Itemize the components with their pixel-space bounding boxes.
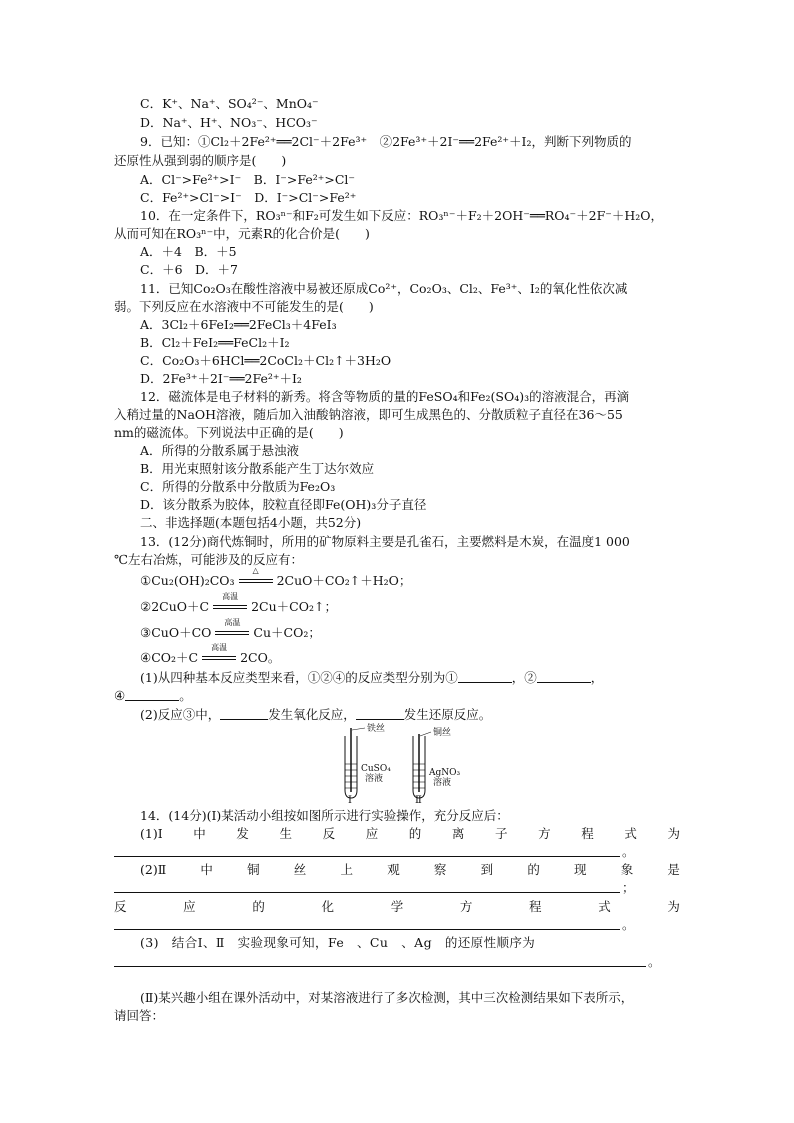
q14-q2b-word: 为 xyxy=(667,899,680,914)
question-14-q1 xyxy=(140,826,680,842)
q14-q1-word: (1)Ⅰ xyxy=(140,826,163,841)
answer-blank[interactable] xyxy=(537,670,591,683)
question-14-intro: 14．(14分)(Ⅰ)某活动小组按如图所示进行实验操作，充分反应后： xyxy=(140,808,509,823)
question-13-part1 xyxy=(140,670,603,686)
q14-q2-word: 铜 xyxy=(247,862,260,877)
question-12-option-a: A．所得的分散系属于悬浊液 xyxy=(140,443,300,458)
question-13-part2 xyxy=(140,707,491,723)
question-12-option-b: B．用光束照射该分散系能产生丁达尔效应 xyxy=(140,461,375,476)
q14-q1-word: 应 xyxy=(365,826,379,841)
question-9-options-cd: C．Fe²⁺>Cl⁻>I⁻ D．I⁻>Cl⁻>Fe²⁺ xyxy=(140,190,357,205)
q14-q2b-word: 的 xyxy=(252,899,265,914)
q13-p1-comma: ， xyxy=(590,670,604,685)
reaction-1-condition: △ xyxy=(252,566,259,575)
equals-arrow xyxy=(239,566,273,587)
section-heading: 二、非选择题(本题包括4小题，共52分) xyxy=(140,515,362,530)
question-13-part1-cont xyxy=(114,688,192,704)
reaction-3 xyxy=(140,618,321,641)
question-14-q3: (3) 结合Ⅰ、Ⅱ 实验现象可知，Fe 、Cu 、Ag 的还原性顺序为 xyxy=(140,935,536,950)
period-mark: 。 xyxy=(648,954,661,969)
option-d-ions: D．Na⁺、H⁺、NO₃⁻、HCO₃⁻ xyxy=(140,115,318,130)
answer-blank[interactable] xyxy=(356,707,404,720)
question-11-option-d: D．2Fe³⁺＋2I⁻══2Fe²⁺＋I₂ xyxy=(140,371,302,386)
answer-blank[interactable] xyxy=(125,688,179,701)
question-9-options-ab: A．Cl⁻>Fe²⁺>I⁻ B．I⁻>Fe²⁺>Cl⁻ xyxy=(140,172,355,187)
q14-q1-word: 发 xyxy=(236,826,249,841)
reaction-4 xyxy=(140,643,281,666)
q14-q2-word: 丝 xyxy=(293,862,307,877)
q13-p2-mid: 发生氧化反应， xyxy=(268,707,356,722)
question-9-stem-cont: 还原性从强到弱的顺序是( ) xyxy=(114,153,287,168)
question-11-option-c: C．Co₂O₃＋6HCl══2CoCl₂＋Cl₂↑＋3H₂O xyxy=(140,353,392,368)
q14-q2-word: 上 xyxy=(340,862,354,877)
reaction-4-right: 2CO。 xyxy=(240,650,281,665)
answer-line[interactable] xyxy=(114,892,620,893)
q13-p1-end: 。 xyxy=(179,688,192,703)
reaction-1 xyxy=(140,566,412,589)
reaction-4-left: ④CO₂＋C xyxy=(140,650,199,665)
q14-q2b-word: 学 xyxy=(390,899,404,914)
q14-q2b-word: 式 xyxy=(598,899,611,914)
test-tube-figure xyxy=(335,724,475,804)
question-11-stem: 11．已知Co₂O₃在酸性溶液中易被还原成Co²⁺，Co₂O₃、Cl₂、Fe³⁺、I₂的氧化性依次减 xyxy=(140,281,628,296)
q13-p1-label4: ④ xyxy=(114,688,126,703)
equals-arrow xyxy=(215,618,249,639)
semicolon-mark: ； xyxy=(622,880,635,895)
q14-q2-word: 到 xyxy=(480,862,494,877)
wire-1-label: 铁丝 xyxy=(367,724,386,734)
equals-arrow xyxy=(202,643,236,664)
q14-q2-word: 现 xyxy=(574,862,587,877)
question-12-option-d: D．该分散系为胶体，胶粒直径即Fe(OH)₃分子直径 xyxy=(140,497,427,512)
question-11-option-a: A．3Cl₂＋6FeI₂══2FeCl₃＋4FeI₃ xyxy=(140,317,337,332)
q14-q2-word: 象 xyxy=(620,862,634,877)
period-mark: 。 xyxy=(622,844,635,859)
question-9-stem: 9．已知：①Cl₂＋2Fe²⁺══2Cl⁻＋2Fe³⁺ ②2Fe³⁺＋2I⁻══2Fe²⁺＋I₂，判断下列物质的 xyxy=(140,134,632,149)
tube-2-label: Ⅱ xyxy=(415,795,422,806)
q14-q1-word: 为 xyxy=(667,826,680,841)
question-11-option-b: B．Cl₂＋FeI₂══FeCl₂＋I₂ xyxy=(140,335,290,350)
q14-q2b-word: 反 xyxy=(114,899,127,914)
question-13-stem: 13．(12分)商代炼铜时，所用的矿物原料主要是孔雀石，主要燃料是木炭，在温度1 000 xyxy=(140,534,630,549)
question-10-stem-cont: 从而可知在RO₃ⁿ⁻中，元素R的化合价是( ) xyxy=(114,226,370,241)
q14-q1-word: 生 xyxy=(279,826,292,841)
answer-blank[interactable] xyxy=(220,707,268,720)
question-14-q2b xyxy=(114,899,680,915)
question-13-stem-cont: ℃左右冶炼，可能涉及的反应有： xyxy=(114,552,303,567)
tube-1-label: Ⅰ xyxy=(348,795,352,806)
reaction-3-right: Cu＋CO₂； xyxy=(253,625,321,640)
reaction-2-condition: 高温 xyxy=(222,592,239,601)
reaction-1-right: 2CuO＋CO₂↑＋H₂O； xyxy=(276,573,412,588)
solution-1-label: 溶液 xyxy=(365,774,384,784)
answer-line[interactable] xyxy=(114,966,646,967)
q14-q2-word: 察 xyxy=(433,862,447,877)
question-14-q2 xyxy=(140,862,680,878)
q14-q1-word: 中 xyxy=(193,826,206,841)
answer-line[interactable] xyxy=(114,929,620,930)
question-10-stem: 10．在一定条件下，RO₃ⁿ⁻和F₂可发生如下反应：RO₃ⁿ⁻＋F₂＋2OH⁻══RO₄⁻＋2F⁻＋H₂O， xyxy=(140,208,664,223)
q14-q2b-word: 化 xyxy=(321,899,335,914)
question-12-stem: 12．磁流体是电子材料的新秀。将含等物质的量的FeSO₄和Fe₂(SO₄)₃的溶液混合，再滴 xyxy=(140,389,630,404)
reaction-2 xyxy=(140,592,337,615)
q14-q2b-word: 应 xyxy=(183,899,196,914)
equals-arrow xyxy=(213,592,247,613)
q14-q1-word: 式 xyxy=(624,826,637,841)
q14-q2-word: 是 xyxy=(667,862,680,877)
q14-q2-word: 的 xyxy=(527,862,540,877)
solution-2-label: 溶液 xyxy=(433,778,452,788)
question-14-part2: (Ⅱ)某兴趣小组在课外活动中，对某溶液进行了多次检测，其中三次检测结果如下表所示， xyxy=(140,990,634,1005)
reaction-2-right: 2Cu＋CO₂↑； xyxy=(251,599,337,614)
q14-q1-word: 程 xyxy=(581,826,594,841)
q14-q1-word: 离 xyxy=(451,826,465,841)
q14-q2-word: 中 xyxy=(200,862,213,877)
q14-q2b-word: 程 xyxy=(529,899,542,914)
q14-q1-word: 反 xyxy=(322,826,336,841)
question-11-stem-cont: 弱。下列反应在水溶液中不可能发生的是( ) xyxy=(114,299,374,314)
wire-2-label: 铜丝 xyxy=(433,728,452,738)
option-c-ions: C．K⁺、Na⁺、SO₄²⁻、MnO₄⁻ xyxy=(140,96,319,111)
answer-blank[interactable] xyxy=(458,670,512,683)
q14-q1-word: 子 xyxy=(495,826,508,841)
answer-line[interactable] xyxy=(114,856,620,857)
q14-q1-word: 方 xyxy=(538,826,551,841)
q14-q2b-word: 方 xyxy=(459,899,473,914)
test-tubes-diagram xyxy=(335,724,475,804)
period-mark: 。 xyxy=(622,917,635,932)
solution-2-formula: AgNO₃ xyxy=(429,768,461,778)
reaction-3-left: ③CuO＋CO xyxy=(140,625,212,640)
question-14-part2-cont: 请回答： xyxy=(114,1008,165,1023)
q13-p2-text: (2)反应③中， xyxy=(140,707,221,722)
q14-q2-word: 观 xyxy=(387,862,400,877)
q14-q2-word: (2)Ⅱ xyxy=(140,862,167,877)
solution-1-formula: CuSO₄ xyxy=(361,764,391,774)
question-12-option-c: C．所得的分散系中分散质为Fe₂O₃ xyxy=(140,479,336,494)
reaction-1-left: ①Cu₂(OH)₂CO₃ xyxy=(140,573,235,588)
question-10-options-cd: C．＋6 D．＋7 xyxy=(140,262,238,277)
q13-p2-end: 发生还原反应。 xyxy=(403,707,492,722)
question-10-options-ab: A．＋4 B．＋5 xyxy=(140,244,237,259)
question-12-stem-cont2: nm的磁流体。下列说法中正确的是( ) xyxy=(114,425,344,440)
reaction-3-condition: 高温 xyxy=(224,618,241,627)
reaction-2-left: ②2CuO＋C xyxy=(140,599,210,614)
q13-p1-text: (1)从四种基本反应类型来看，①②④的反应类型分别为① xyxy=(140,670,458,685)
question-12-stem-cont1: 入稍过量的NaOH溶液，随后加入油酸钠溶液，即可生成黑色的、分散质粒子直径在36～55 xyxy=(114,407,623,422)
q13-p1-sep: ，② xyxy=(511,670,537,685)
reaction-4-condition: 高温 xyxy=(211,643,228,652)
q14-q1-word: 的 xyxy=(408,826,422,841)
